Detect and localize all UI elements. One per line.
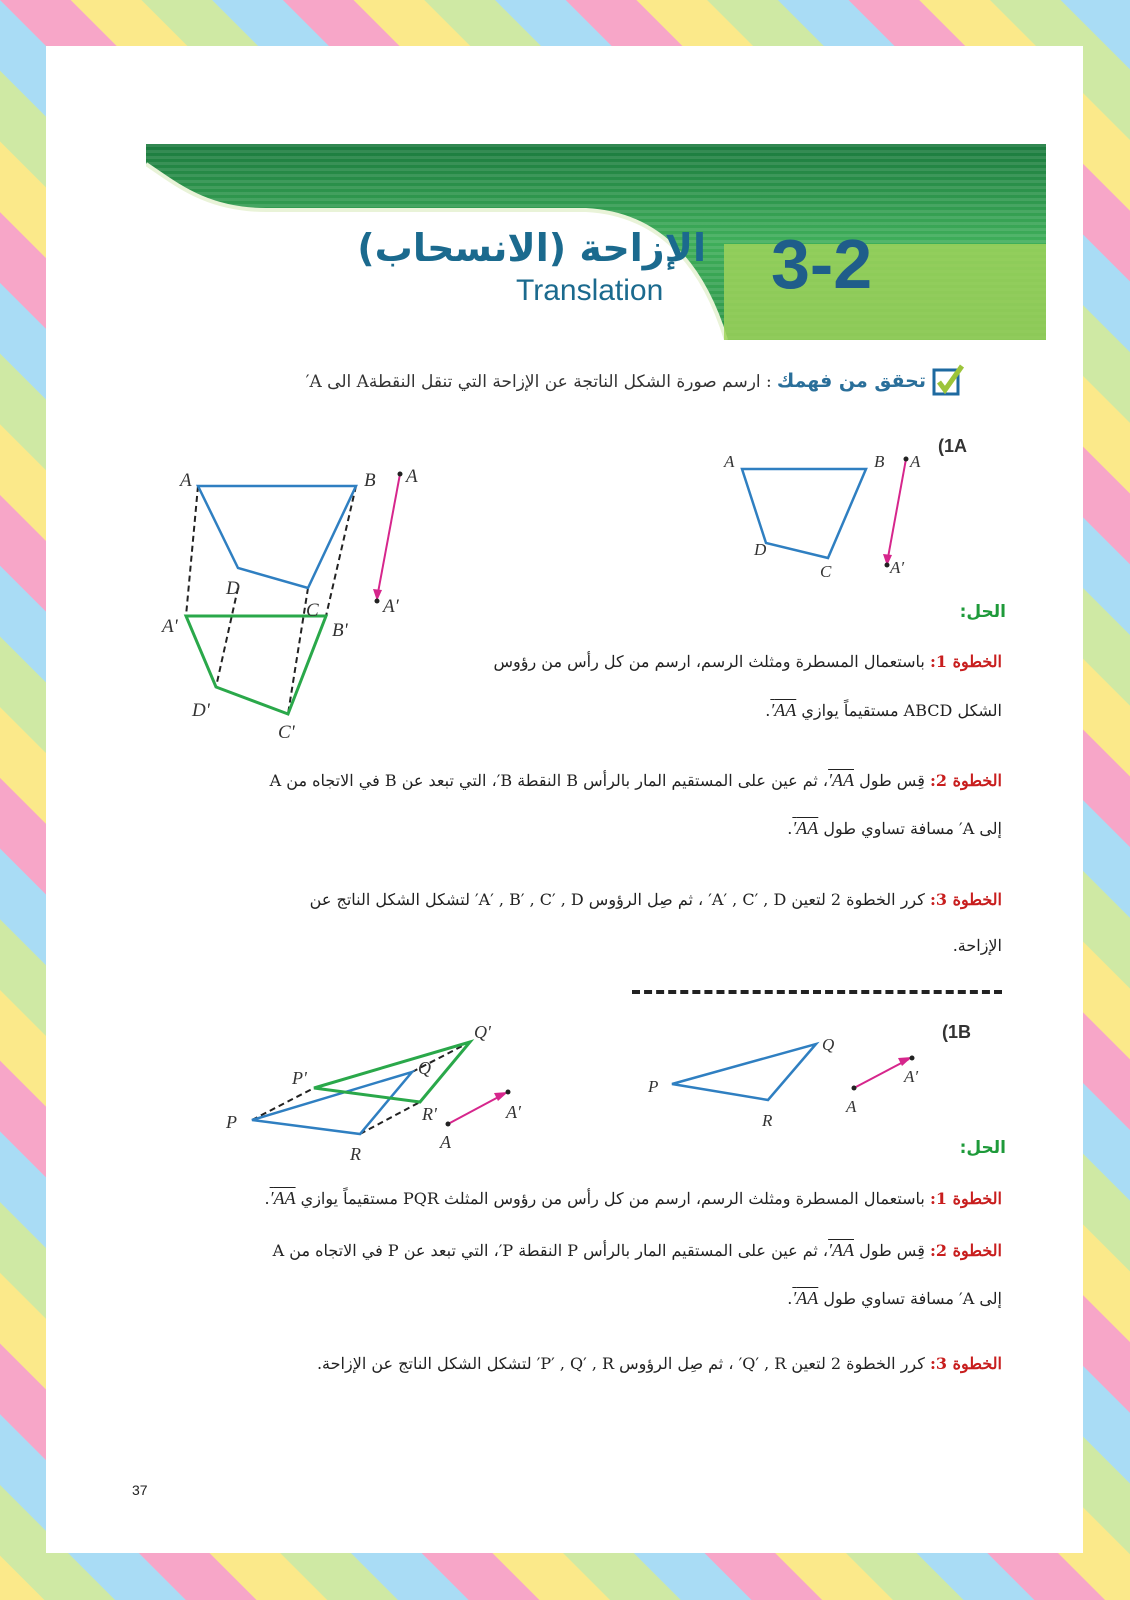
section-divider	[632, 990, 1002, 994]
check-label: تحقق من فهمك	[776, 370, 926, 392]
step-label: الخطوة 3:	[929, 1354, 1002, 1373]
lesson-number: 3-2	[771, 225, 873, 303]
vector-label-a-prime: A′	[904, 1067, 919, 1086]
vector-label-a-prime: A′	[890, 558, 905, 577]
vertex-label-q: Q	[418, 1058, 431, 1078]
step-1-1a-continued: الشكل ABCD مستقيماً يوازي AA′.	[765, 700, 1002, 720]
solution-label-1a: الحل:	[959, 602, 1006, 622]
figure-1a-solution	[156, 462, 436, 752]
vertex-label-a: A	[724, 452, 735, 471]
step-text: قِس طول	[859, 771, 925, 790]
segment-aa-prime: AA′	[792, 818, 819, 838]
vector-end-point	[910, 1056, 915, 1061]
segment-aa-prime: AA′	[792, 1288, 819, 1308]
vector-end-point	[506, 1090, 511, 1095]
step-text: الشكل ABCD مستقيماً يوازي	[801, 701, 1002, 720]
step-text: قِس طول	[859, 1241, 925, 1260]
segment-aa-prime: AA′	[828, 770, 854, 790]
check-instruction: : ارسم صورة الشكل الناتجة عن الإزاحة التي تنقل النقطةA الى A′	[305, 372, 772, 392]
step-label: الخطوة 2:	[929, 1241, 1002, 1260]
vertex-label-a: A	[180, 470, 192, 491]
check-your-understanding	[206, 370, 926, 392]
vertex-label-p: P	[648, 1077, 659, 1096]
lesson-title-arabic: الإزاحة (الانسحاب)	[357, 226, 706, 270]
vertex-label-b: B	[874, 452, 885, 471]
step-text: ، ثم عين على المستقيم المار بالرأس P النقطة P′، التي تبعد عن P في الاتجاه من A	[272, 1241, 829, 1260]
step-label: الخطوة 3:	[929, 890, 1002, 909]
triangle-pqr	[672, 1044, 816, 1100]
segment-aa-prime: AA′	[269, 1188, 296, 1208]
exercise-1a-label: (1A	[938, 436, 968, 456]
vertex-label-a-prime: A'	[162, 616, 178, 637]
vertex-label-c: C	[306, 600, 319, 621]
figure-1b-solution	[216, 1012, 576, 1172]
step-3-1b	[126, 1348, 1002, 1380]
step-text: باستعمال المسطرة ومثلث الرسم، ارسم من كل رأس من رؤوس المثلث PQR مستقيماً يوازي	[300, 1189, 925, 1208]
quadrilateral-abcd	[198, 486, 356, 588]
page-sheet	[46, 46, 1083, 1553]
vector-start-point	[398, 472, 403, 477]
vector-label-a: A	[846, 1097, 857, 1116]
step-text: إلى A′ مسافة تساوي طول	[823, 819, 1002, 838]
vertex-label-c-prime: C'	[278, 722, 295, 743]
vector-label-a-prime: A′	[383, 596, 399, 617]
vertex-label-p: P	[226, 1112, 237, 1132]
step-3-1a-continued	[126, 930, 1002, 962]
step-text: ، ثم عين على المستقيم المار بالرأس B النقطة B′، التي تبعد عن B في الاتجاه من A	[269, 771, 829, 790]
vector-label-a: A	[910, 452, 921, 471]
vertex-label-p-prime: P'	[292, 1068, 307, 1088]
step-text: كرر الخطوة 2 لتعين A′ , C′ , D′ ، ثم صِل الرؤوس A′ , B′ , C′ , D′ لتشكل الشكل الناتج عن	[309, 890, 925, 909]
vertex-label-b: B	[364, 470, 376, 491]
vector-label-a: A	[440, 1132, 451, 1152]
vertex-label-q: Q	[822, 1035, 835, 1054]
vector-end-point	[885, 563, 890, 568]
vector-start-point	[446, 1122, 451, 1127]
vector-label-a: A	[406, 466, 418, 487]
vector-end-point	[375, 599, 380, 604]
step-2-1b-continued: إلى A′ مسافة تساوي طول AA′.	[787, 1288, 1002, 1308]
vertex-label-c: C	[820, 562, 832, 581]
step-text: كرر الخطوة 2 لتعين Q′ , R′ ، ثم صِل الرؤوس P′ , Q′ , R′ لتشكل الشكل الناتج عن الإزاحة.	[316, 1354, 925, 1373]
vertex-label-r-prime: R'	[422, 1104, 437, 1124]
step-label: الخطوة 2:	[929, 771, 1002, 790]
step-1-1b: الخطوة 1: باستعمال المسطرة ومثلث الرسم، ارسم من كل رأس من رؤوس المثلث PQR مستقيماً يوازي AA′.	[264, 1188, 1002, 1208]
vertex-label-d: D	[226, 578, 240, 599]
figure-1a-original	[706, 441, 936, 581]
step-1-1a	[446, 646, 1002, 678]
step-2-1b	[126, 1234, 1002, 1267]
step-2-1a-continued: إلى A′ مسافة تساوي طول AA′.	[787, 818, 1002, 838]
lesson-title-english: Translation	[516, 274, 664, 307]
step-text: الإزاحة.	[952, 936, 1002, 955]
step-text: باستعمال المسطرة ومثلث الرسم، ارسم من كل رأس من رؤوس	[493, 652, 925, 671]
vertex-label-r: R	[762, 1111, 773, 1130]
vector-label-a-prime: A′	[506, 1102, 521, 1122]
step-text: إلى A′ مسافة تساوي طول	[823, 1289, 1002, 1308]
vertex-label-d-prime: D'	[192, 700, 210, 721]
triangle-image	[314, 1042, 470, 1102]
step-3-1a	[126, 884, 1002, 916]
vector-start-point	[904, 457, 909, 462]
vertex-label-b-prime: B'	[332, 620, 348, 641]
vertex-label-r: R	[350, 1144, 361, 1164]
vector-start-point	[852, 1086, 857, 1091]
page-number: 37	[132, 1482, 148, 1498]
segment-aa-prime: AA′	[770, 700, 797, 720]
vertex-label-q-prime: Q'	[474, 1022, 491, 1042]
solution-label-1b: الحل:	[959, 1138, 1006, 1158]
translation-vector	[887, 459, 906, 563]
step-2-1a	[126, 764, 1002, 797]
translation-vector	[377, 474, 400, 598]
vertex-label-d: D	[754, 540, 767, 559]
checkmark-icon	[932, 364, 966, 396]
exercise-1b-label: (1B	[942, 1022, 972, 1042]
figure-1b-original	[626, 1022, 946, 1142]
step-label: الخطوة 1:	[929, 652, 1002, 671]
segment-aa-prime: AA′	[828, 1240, 854, 1260]
step-label: الخطوة 1:	[929, 1189, 1002, 1208]
translation-vector	[448, 1094, 504, 1124]
